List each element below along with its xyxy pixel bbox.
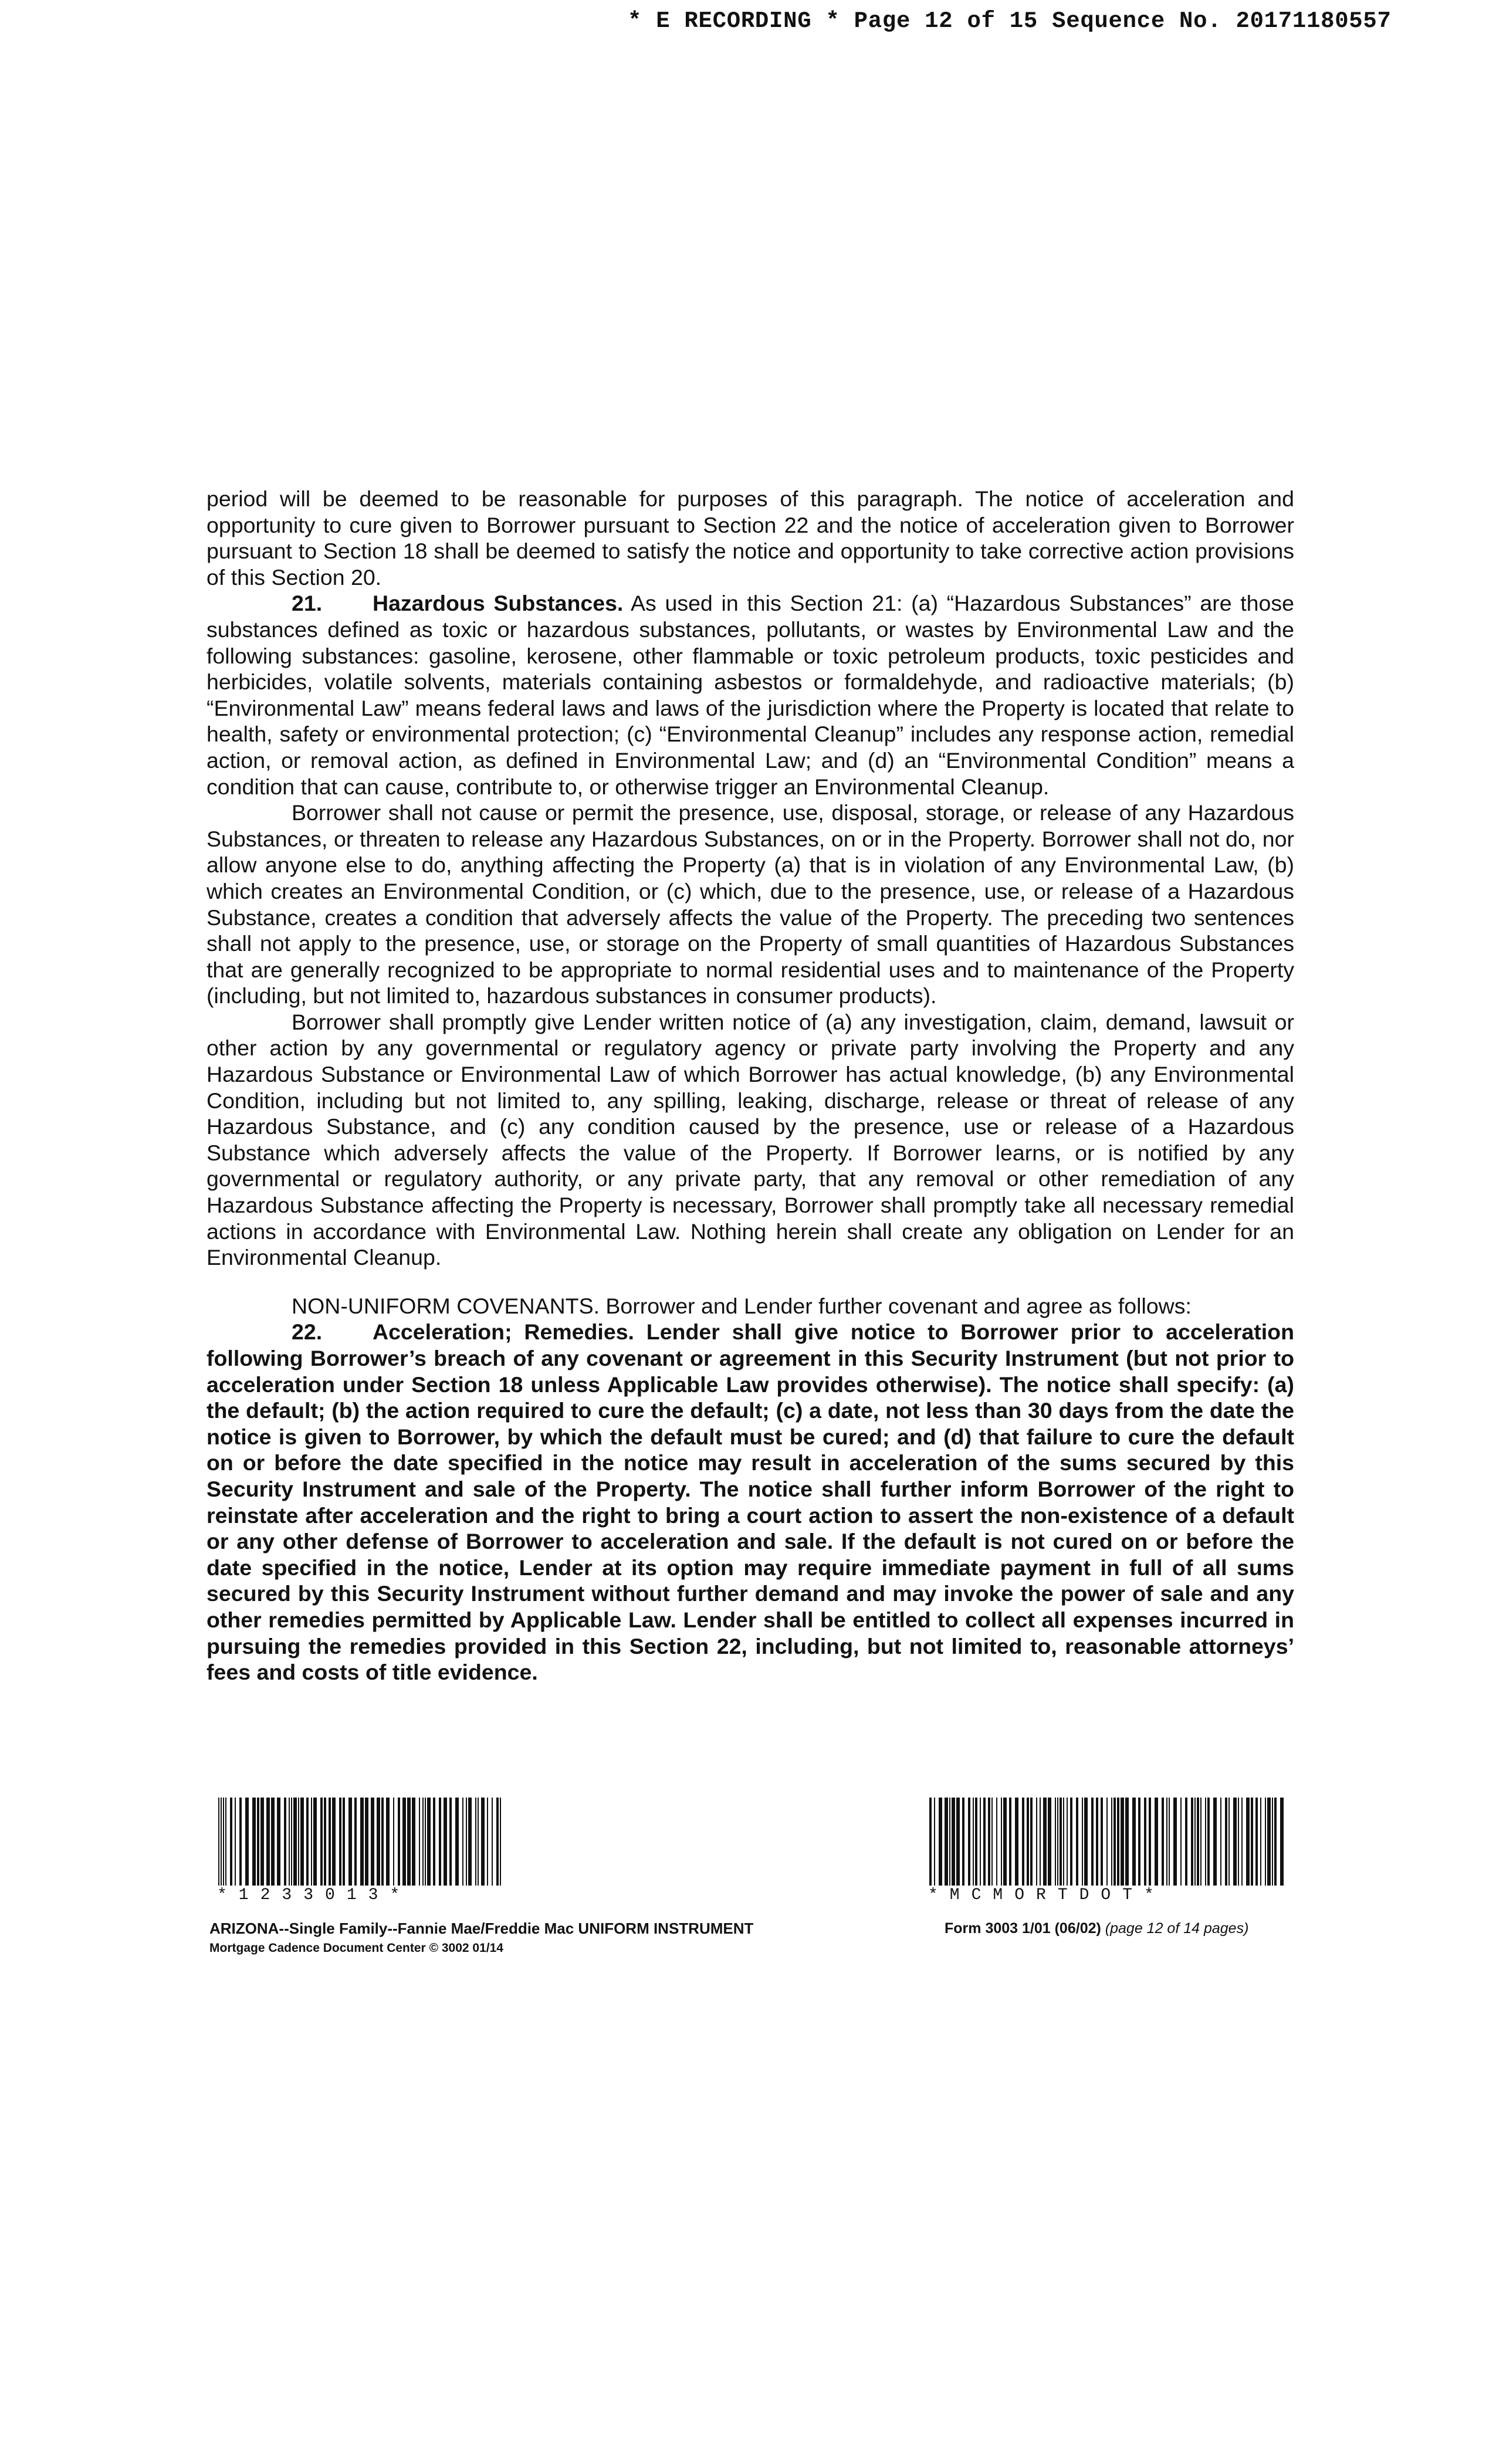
- barcode-bar: [1197, 1798, 1199, 1886]
- barcode-bar: [407, 1798, 411, 1886]
- barcode-bar: [271, 1798, 275, 1886]
- barcode-bar: [1144, 1798, 1146, 1886]
- barcode-bar: [1117, 1798, 1119, 1886]
- barcode-bar: [1091, 1798, 1094, 1886]
- footer-left: [209, 1918, 753, 1958]
- barcode-bar: [1169, 1798, 1170, 1886]
- barcode-bar: [1125, 1798, 1129, 1886]
- barcode-bar: [1132, 1798, 1136, 1886]
- barcode-bar: [988, 1798, 990, 1886]
- barcode-bar: [1070, 1798, 1072, 1886]
- barcode-bar: [496, 1798, 499, 1886]
- barcode-bar: [1200, 1798, 1201, 1886]
- barcode-bar: [1220, 1798, 1221, 1886]
- paragraph-borrower-shall-not: Borrower shall not cause or permit the presence, use, disposal, storage, or release of any Hazardous Substances, or threaten to release any Hazardous Substances, on or in the Property. Borrower shall not do, nor allow anyone else to do, anything affecting the Property (a) that is in violation of any Environmental Law, (b) which creates an Environmental Condition, or (c) which, due to the presence, use, or release of a Hazardous Substance, creates a condition that adversely affects the value of the Property. The preceding two sentences shall not apply to the presence, use, or storage on the Property of small quantities of Hazardous Substances that are generally recognized to be appropriate to normal residential uses and to maintenance of the Property (including, but not limited to, hazardous substances in consumer products).: [207, 800, 1294, 1008]
- barcode-bar: [386, 1798, 390, 1886]
- document-body: [207, 486, 1294, 1685]
- barcode-bar: [311, 1798, 312, 1886]
- barcode-bar: [1246, 1798, 1250, 1886]
- barcode-bar: [956, 1798, 960, 1886]
- recording-header: * E RECORDING * Page 12 of 15 Sequence No. 20171180557: [628, 8, 1392, 34]
- barcode-bar: [1121, 1798, 1124, 1886]
- barcode-bar: [468, 1798, 472, 1886]
- barcode-bar: [300, 1798, 304, 1886]
- barcode-bar: [439, 1798, 441, 1886]
- barcode-bar: [1251, 1798, 1253, 1886]
- barcode-bar: [1106, 1798, 1108, 1886]
- barcode-bar: [1260, 1798, 1261, 1886]
- barcode-bar: [1155, 1798, 1158, 1886]
- barcode-bar: [377, 1798, 380, 1886]
- barcode-bar: [1241, 1798, 1243, 1886]
- barcode-bar: [427, 1798, 431, 1886]
- barcode-bar: [277, 1798, 280, 1886]
- section-21-title: Hazardous Substances.: [373, 591, 624, 616]
- barcode-bar: [343, 1798, 345, 1886]
- paragraph-continuation: period will be deemed to be reasonable for purposes of this paragraph. The notice of acceleration and opportunity to cure given to Borrower pursuant to Section 22 and the notice of acceleration given to Borrower pursuant to Section 18 shall be deemed to satisfy the notice and opportunity to take corrective action provisions of this Section 20.: [207, 486, 1294, 590]
- barcode-bar: [934, 1798, 935, 1886]
- barcode-bar: [1228, 1798, 1230, 1886]
- barcode-bar: [1101, 1798, 1103, 1886]
- barcode-bar: [266, 1798, 270, 1886]
- barcode-bar: [1113, 1798, 1116, 1886]
- barcode-bar: [1267, 1798, 1271, 1886]
- barcode-bar: [1162, 1798, 1164, 1886]
- footer-page-of: (page 12 of 14 pages): [1105, 1920, 1249, 1937]
- barcode-bar: [1040, 1798, 1041, 1886]
- barcode-bar: [324, 1798, 326, 1886]
- barcode-bar: [371, 1798, 374, 1886]
- barcode-bar: [945, 1798, 948, 1886]
- barcode-bar: [225, 1798, 226, 1886]
- barcode-bar: [245, 1798, 249, 1886]
- barcode-bar: [1166, 1798, 1167, 1886]
- barcode-bar: [284, 1798, 286, 1886]
- section-21-text: As used in this Section 21: (a) “Hazardous Substances” are those substances defined as toxic or hazardous substances, pollutants, or wastes by Environmental Law and the following substances: gasoline, kerosene, other flammable or toxic petroleum products, toxic pesticides and herbicides, volatile solvents, materials containing asbestos or formaldehyde, and radioactive materials; (b) “Environmental Law” means federal laws and laws of the jurisdiction where the Property is located that relate to health, safety or environmental protection; (c) “Environmental Cleanup” includes any response action, remedial action, or removal action, as defined in Environmental Law; and (d) an “Environmental Condition” means a condition that can cause, contribute to, or otherwise trigger an Environmental Cleanup.: [207, 591, 1294, 799]
- barcode-bar: [360, 1798, 364, 1886]
- barcode-bar: [1191, 1798, 1193, 1886]
- section-22-title: Acceleration; Remedies.: [373, 1319, 634, 1345]
- barcode-bar: [444, 1798, 447, 1886]
- barcode-bar: [1180, 1798, 1182, 1886]
- barcode-bar: [354, 1798, 357, 1886]
- barcode-bar: [1084, 1798, 1088, 1886]
- barcode-bar: [1082, 1798, 1083, 1886]
- barcode-bar: [398, 1798, 400, 1886]
- barcode-bar: [975, 1798, 977, 1886]
- barcode-bar: [929, 1798, 932, 1886]
- barcode-right-caption: *MCMORTDOT*: [928, 1886, 1166, 1904]
- barcode-bar: [1043, 1798, 1047, 1886]
- barcode-bar: [1274, 1798, 1277, 1886]
- barcode-bar: [1063, 1798, 1064, 1886]
- barcode-bar: [492, 1798, 493, 1886]
- footer-copyright: Mortgage Cadence Document Center © 3002 01/14: [209, 1941, 503, 1955]
- barcode-bar: [1009, 1798, 1011, 1886]
- barcode-bar: [1111, 1798, 1112, 1886]
- barcode-right-bars: [928, 1798, 1286, 1886]
- section-22-paragraph: [207, 1319, 1294, 1685]
- barcode-bar: [481, 1798, 485, 1886]
- barcode-bar: [393, 1798, 394, 1886]
- section-22-text: Lender shall give notice to Borrower prior to acceleration following Borrower’s breach of any covenant or agreement in this Security Instrument (but not prior to acceleration under Section 18 unless Applicable Law provides otherwise). The notice shall specify: (a) the default; (b) the action required to cure the default; (c) a date, not less than 30 days from the date the notice is given to Borrower, by which the default must be cured; and (d) that failure to cure the default on or before the date specified in the notice may result in acceleration of the sums secured by this Security Instrument and sale of the Property. The notice shall further inform Borrower of the right to reinstate after acceleration and the right to bring a court action to assert the non-existence of a default or any other defense of Borrower to acceleration and sale. If the default is not cured on or before the date specified in the notice, Lender at its option may require immediate payment in full of all sums secured by this Security Instrument without further demand and may invoke the power of sale and any other remedies permitted by Applicable Law. Lender shall be entitled to collect all expenses incurred in pursuing the remedies provided in this Section 22, including, but not limited to, reasonable attorneys’ fees and costs of title evidence.: [207, 1319, 1294, 1685]
- barcode-bar: [1001, 1798, 1002, 1886]
- barcode-bar: [1027, 1798, 1029, 1886]
- barcode-bar: [257, 1798, 259, 1886]
- barcode-bar: [973, 1798, 974, 1886]
- section-22-number: 22.: [292, 1319, 323, 1345]
- barcode-bar: [433, 1798, 435, 1886]
- barcode-left: [217, 1798, 510, 1903]
- barcode-bar: [475, 1798, 476, 1886]
- barcode-bar: [332, 1798, 336, 1886]
- barcode-bar: [1057, 1798, 1058, 1886]
- barcode-bar: [1030, 1798, 1033, 1886]
- barcode-bar: [289, 1798, 290, 1886]
- barcode-bar: [291, 1798, 292, 1886]
- barcode-bar: [487, 1798, 488, 1886]
- barcode-bar: [1205, 1798, 1206, 1886]
- barcode-bar: [230, 1798, 232, 1886]
- footer-state-line: ARIZONA--Single Family--Fannie Mae/Freddie Mac UNIFORM INSTRUMENT: [209, 1920, 754, 1937]
- barcode-bar: [1003, 1798, 1007, 1886]
- barcode-bar: [991, 1798, 993, 1886]
- barcode-bar: [339, 1798, 341, 1886]
- barcode-bar: [449, 1798, 452, 1886]
- section-21-paragraph: [207, 590, 1294, 800]
- barcode-right: [928, 1798, 1292, 1903]
- barcode-bar: [1272, 1798, 1273, 1886]
- barcode-bar: [500, 1798, 501, 1886]
- barcode-bar: [1225, 1798, 1227, 1886]
- barcode-bar: [1096, 1798, 1098, 1886]
- non-uniform-covenants: NON-UNIFORM COVENANTS. Borrower and Lender further covenant and agree as follows:: [292, 1293, 1192, 1318]
- barcode-bar: [320, 1798, 323, 1886]
- barcode-bar: [260, 1798, 264, 1886]
- barcode-bar: [365, 1798, 368, 1886]
- barcode-left-bars: [217, 1798, 505, 1886]
- barcode-bar: [478, 1798, 479, 1886]
- barcode-bar: [1255, 1798, 1258, 1886]
- barcode-bar: [381, 1798, 384, 1886]
- barcode-bar: [939, 1798, 942, 1886]
- barcode-bar: [462, 1798, 463, 1886]
- barcode-bar: [298, 1798, 299, 1886]
- barcode-bar: [1048, 1798, 1051, 1886]
- paragraph-borrower-shall-promptly: Borrower shall promptly give Lender written notice of (a) any investigation, claim, demand, lawsuit or other action by any governmental or regulatory agency or private party involving the Property and any Hazardous Substance or Environmental Law of which Borrower has actual knowledge, (b) any Environmental Condition, including but not limited to, any spilling, leaking, discharge, release or threat of release of any Hazardous Substance, and (c) any condition caused by the presence, use or release of a Hazardous Substance which adversely affects the value of the Property. If Borrower learns, or is notified by any governmental or regulatory authority, or any private party, that any removal or other remediation of any Hazardous Substance affecting the Property is necessary, Borrower shall promptly take all necessary remedial actions in accordance with Environmental Law. Nothing herein shall create any obligation on Lender for an Environmental Cleanup.: [207, 1009, 1294, 1270]
- barcode-bar: [293, 1798, 297, 1886]
- barcode-bar: [1207, 1798, 1210, 1886]
- barcode-bar: [422, 1798, 424, 1886]
- barcode-bar: [1067, 1798, 1068, 1886]
- barcode-bar: [980, 1798, 981, 1886]
- barcode-bar: [1149, 1798, 1151, 1886]
- barcode-bar: [425, 1798, 426, 1886]
- footer-form-id: Form 3003 1/01 (06/02): [945, 1920, 1101, 1937]
- barcode-bar: [218, 1798, 219, 1886]
- barcode-bar: [455, 1798, 459, 1886]
- barcode-bar: [1185, 1798, 1187, 1886]
- barcode-bar: [306, 1798, 309, 1886]
- barcode-bar: [949, 1798, 950, 1886]
- barcode-bar: [1213, 1798, 1217, 1886]
- barcode-bar: [223, 1798, 224, 1886]
- barcode-bar: [1233, 1798, 1237, 1886]
- barcode-bar: [1015, 1798, 1018, 1886]
- barcode-bar: [968, 1798, 970, 1886]
- barcode-bar: [348, 1798, 352, 1886]
- barcode-bar: [239, 1798, 242, 1886]
- barcode-bar: [1036, 1798, 1037, 1886]
- barcode-bar: [1173, 1798, 1177, 1886]
- barcode-bar: [1060, 1798, 1062, 1886]
- section-21-number: 21.: [292, 591, 323, 616]
- barcode-bar: [235, 1798, 236, 1886]
- barcode-bar: [1055, 1798, 1056, 1886]
- barcode-bar: [313, 1798, 317, 1886]
- barcode-bar: [1138, 1798, 1140, 1886]
- barcode-bar: [952, 1798, 955, 1886]
- barcode-bar: [221, 1798, 222, 1886]
- barcode-left-caption: *1233013*: [217, 1886, 412, 1904]
- barcode-bar: [962, 1798, 964, 1886]
- barcode-bar: [1194, 1798, 1196, 1886]
- barcode-bar: [1076, 1798, 1078, 1886]
- barcode-bar: [1280, 1798, 1284, 1886]
- barcode-bar: [1238, 1798, 1239, 1886]
- barcode-bar: [412, 1798, 415, 1886]
- barcode-bar: [329, 1798, 331, 1886]
- barcode-bar: [252, 1798, 256, 1886]
- barcode-bar: [983, 1798, 986, 1886]
- footer-right: [945, 1918, 1248, 1938]
- barcode-bar: [1265, 1798, 1266, 1886]
- barcode-bar: [996, 1798, 997, 1886]
- barcode-bar: [1022, 1798, 1024, 1886]
- barcode-bar: [419, 1798, 420, 1886]
- barcode-bar: [402, 1798, 406, 1886]
- barcode-bar: [466, 1798, 467, 1886]
